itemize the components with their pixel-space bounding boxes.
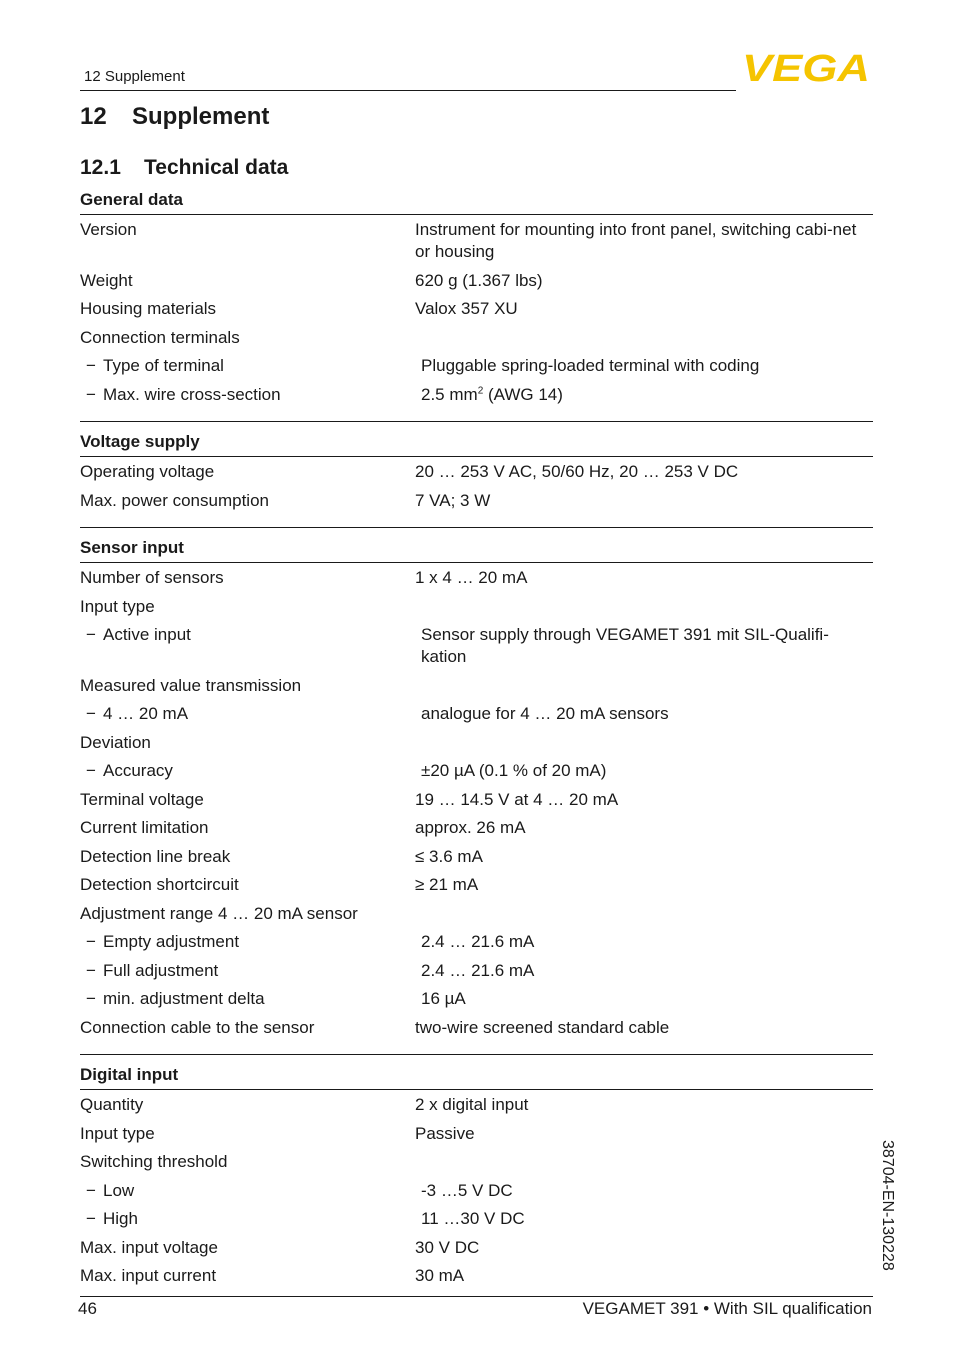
spec-label [80,675,415,697]
spec-label [80,461,415,483]
spec-value-text: 19 … 14.5 V at 4 … 20 mA [415,789,619,809]
spec-row [80,757,873,786]
spec-label [80,270,415,292]
spec-value-text: Valox 357 XU [415,299,518,318]
spec-value-text: 2.5 mm [421,384,478,404]
spec-value-text: Passive [415,1123,475,1143]
spec-label [80,1123,415,1145]
spec-label-text: Detection line break [80,846,231,866]
spec-label-text: min. adjustment delta [103,989,265,1008]
spec-row [80,871,873,900]
spec-label-text: Adjustment range 4 … 20 mA sensor [80,903,358,923]
spec-value-text: 1 x 4 … 20 mA [415,568,528,587]
spec-row [80,458,873,487]
spec-row [80,786,873,815]
spec-value-text: ≥ 21 mA [415,875,479,894]
spec-label-text: Full adjustment [103,960,219,980]
spec-value [415,874,873,896]
spec-value [415,567,873,589]
spec-row [80,928,873,957]
spec-label [80,931,421,953]
spec-row [80,1177,873,1206]
spec-section-heading: Voltage supply [80,428,873,457]
spec-value-text: approx. 26 mA [415,818,526,837]
spec-value [415,1151,873,1173]
spec-section [80,421,873,527]
spec-value [415,1094,873,1116]
spec-label [80,703,421,725]
spec-value-suffix: (AWG 14) [483,384,563,404]
vega-logo-text: VEGA [742,52,870,84]
spec-value-text: 2 x digital input [415,1095,529,1114]
document-title: VEGAMET 391 • With SIL qualification [582,1299,872,1318]
spec-row [80,985,873,1014]
spec-label-text: Max. power consumption [80,490,269,510]
spec-label-text: Quantity [80,1095,144,1114]
spec-value [415,732,873,754]
spec-row [80,267,873,296]
spec-label-text: Max. input current [80,1266,217,1285]
spec-label-text: Current limitation [80,818,209,837]
spec-value-text: 16 µA [421,989,466,1008]
spec-row [80,295,873,324]
spec-value [421,624,873,668]
spec-label-text: Terminal voltage [80,789,204,809]
spec-value-text: ≤ 3.6 mA [415,846,483,866]
spec-value [415,903,873,925]
spec-value [421,1208,873,1230]
spec-value-text: 11 …30 V DC [421,1209,525,1228]
technical-data-table [80,186,873,1303]
spec-row [80,843,873,872]
spec-value [421,1180,873,1202]
spec-value [415,1265,873,1287]
spec-row [80,1234,873,1263]
spec-row [80,1120,873,1149]
spec-value-text: Instrument for mounting into front panel, switching cabi-net or housing [415,220,857,261]
spec-value-text: Pluggable spring-loaded terminal with coding [421,356,760,375]
spec-row [80,324,873,353]
spec-label [80,988,421,1010]
spec-label [80,384,421,406]
spec-row [80,593,873,622]
spec-row [80,1262,873,1291]
spec-label [80,1094,415,1116]
spec-row [80,216,873,267]
spec-row [80,957,873,986]
chapter-title [80,103,269,131]
spec-value-text: analogue for 4 … 20 mA sensors [421,704,669,723]
spec-value [415,270,873,292]
spec-label-text: Input type [80,1123,155,1143]
section-number: 12.1 [80,156,121,179]
spec-label [80,732,415,754]
spec-value [415,490,873,512]
chapter-number: 12 [80,103,107,130]
spec-label [80,596,415,618]
spec-value [415,846,873,868]
spec-label-text: Deviation [80,732,151,752]
spec-row [80,1014,873,1043]
spec-label-text: Version [80,220,137,239]
spec-row [80,672,873,701]
spec-row [80,900,873,929]
spec-value-text: 30 V DC [415,1237,480,1257]
spec-row [80,700,873,729]
spec-label-text: Measured value transmission [80,675,302,695]
spec-label [80,1237,415,1259]
spec-section [80,186,873,421]
spec-label-text: Type of terminal [103,356,224,375]
spec-row [80,1148,873,1177]
spec-label-text: Input type [80,596,155,616]
spec-value-text: 30 mA [415,1266,465,1285]
spec-value [415,1237,873,1259]
spec-value [415,1017,873,1039]
spec-value-superscript: 2 [477,384,484,396]
spec-label [80,1017,415,1039]
spec-section-heading: Digital input [80,1061,873,1090]
spec-label-text: Active input [103,625,191,644]
spec-value [415,596,873,618]
spec-label-text: Number of sensors [80,568,224,587]
spec-value [415,327,873,349]
spec-label-text: Operating voltage [80,462,215,481]
spec-row [80,1091,873,1120]
spec-label-text: Detection shortcircuit [80,875,239,894]
spec-label [80,1208,421,1230]
spec-label [80,327,415,349]
spec-value [421,703,873,725]
spec-label [80,219,415,263]
spec-label-text: Switching threshold [80,1152,228,1171]
spec-label [80,567,415,589]
spec-value-text: ±20 µA (0.1 % of 20 mA) [421,761,607,780]
spec-value-text: 7 VA; 3 W [415,490,491,510]
spec-label-text: High [103,1209,138,1228]
spec-row [80,621,873,672]
section-title [80,156,288,180]
spec-label [80,1265,415,1287]
spec-label [80,817,415,839]
spec-label-text: Housing materials [80,299,217,318]
spec-value [421,384,873,406]
spec-value [421,931,873,953]
spec-label-text: 4 … 20 mA [103,704,189,723]
spec-value [421,960,873,982]
spec-row [80,487,873,516]
spec-row [80,564,873,593]
spec-value-text: 20 … 253 V AC, 50/60 Hz, 20 … 253 V DC [415,462,739,481]
spec-value [415,219,873,263]
spec-value [415,817,873,839]
spec-value [421,760,873,782]
spec-section-heading: Sensor input [80,534,873,563]
header-divider [80,90,736,91]
spec-value-text: Sensor supply through VEGAMET 391 mit SIL-Qualifi-kation [421,625,829,666]
spec-label [80,960,421,982]
spec-value [415,1123,873,1145]
spec-label [80,903,415,925]
spec-label [80,298,415,320]
spec-value-text: 2.4 … 21.6 mA [421,932,535,951]
spec-label [80,1151,415,1173]
spec-value [415,461,873,483]
spec-row [80,729,873,758]
spec-label [80,1180,421,1202]
page-number: 46 [78,1299,97,1318]
spec-label-text: Connection cable to the sensor [80,1017,315,1037]
section-title-text: Technical data [144,156,289,179]
spec-label [80,874,415,896]
spec-label [80,760,421,782]
spec-row [80,381,873,410]
spec-label [80,846,415,868]
spec-label [80,490,415,512]
spec-value [421,355,873,377]
spec-value-text: 620 g (1.367 lbs) [415,270,543,290]
spec-value [421,988,873,1010]
spec-label [80,355,421,377]
spec-label-text: Low [103,1180,135,1200]
spec-row [80,814,873,843]
spec-label [80,624,421,668]
spec-row [80,352,873,381]
spec-value [415,789,873,811]
spec-label [80,789,415,811]
spec-value [415,298,873,320]
spec-section-heading: General data [80,186,873,215]
spec-label-text: Accuracy [103,761,173,780]
chapter-title-text: Supplement [132,103,270,130]
footer-divider [80,1296,873,1297]
spec-value-text: 2.4 … 21.6 mA [421,960,535,980]
spec-label-text: Empty adjustment [103,932,240,951]
spec-row [80,1205,873,1234]
spec-label-text: Weight [80,270,133,290]
spec-label-text: Connection terminals [80,327,240,347]
spec-value-text: two-wire screened standard cable [415,1017,670,1037]
spec-value-text: -3 …5 V DC [421,1180,513,1200]
document-code: 38704-EN-130228 [879,1140,896,1271]
spec-value [415,675,873,697]
spec-section [80,1054,873,1303]
vega-logo [742,52,872,84]
running-header: 12 Supplement [84,68,185,85]
spec-section [80,527,873,1054]
spec-label-text: Max. wire cross-section [103,384,281,404]
spec-label-text: Max. input voltage [80,1237,218,1257]
